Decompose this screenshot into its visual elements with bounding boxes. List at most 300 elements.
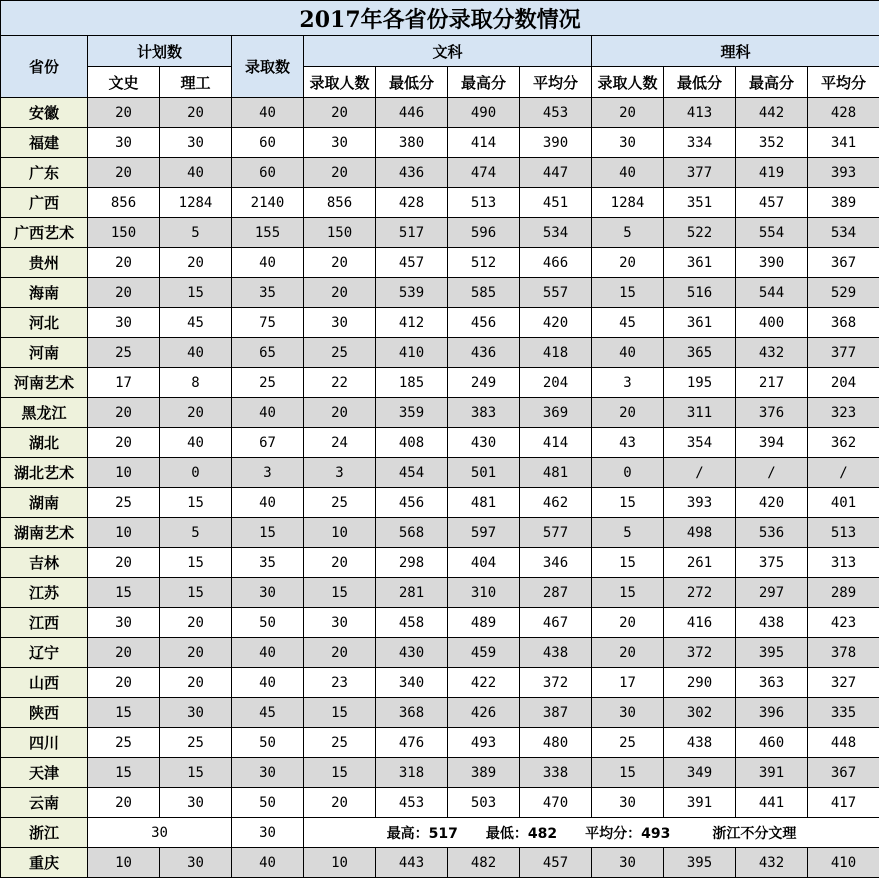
value-cell: 517 [376, 218, 448, 248]
value-cell: 375 [736, 548, 808, 578]
value-cell: 15 [160, 488, 232, 518]
value-cell: 408 [376, 428, 448, 458]
province-cell: 湖北艺术 [1, 458, 88, 488]
value-cell: 20 [304, 638, 376, 668]
table-row [1, 518, 879, 548]
value-cell: 40 [160, 158, 232, 188]
value-cell: 354 [664, 428, 736, 458]
value-cell: 3 [304, 458, 376, 488]
table-row [1, 698, 879, 728]
value-cell: 60 [232, 128, 304, 158]
value-cell: 393 [664, 488, 736, 518]
value-cell: 432 [736, 848, 808, 878]
value-cell: 20 [304, 398, 376, 428]
value-cell: 20 [88, 788, 160, 818]
table-row-zhejiang [1, 818, 879, 848]
table-row [1, 338, 879, 368]
value-cell: 204 [520, 368, 592, 398]
value-cell: 45 [592, 308, 664, 338]
value-cell: 40 [232, 668, 304, 698]
value-cell: 513 [448, 188, 520, 218]
province-cell: 浙江 [1, 818, 88, 848]
value-cell: 20 [592, 398, 664, 428]
value-cell: 430 [448, 428, 520, 458]
value-cell: 395 [664, 848, 736, 878]
value-cell: 351 [664, 188, 736, 218]
table-row-chongqing [1, 848, 879, 878]
value-cell: 454 [376, 458, 448, 488]
value-cell: 481 [520, 458, 592, 488]
value-cell: 15 [160, 548, 232, 578]
value-cell: 1284 [160, 188, 232, 218]
table-row [1, 128, 879, 158]
value-cell: 50 [232, 788, 304, 818]
table-row [1, 758, 879, 788]
province-cell: 广西 [1, 188, 88, 218]
value-cell: 539 [376, 278, 448, 308]
value-cell: 20 [160, 98, 232, 128]
value-cell: 401 [808, 488, 879, 518]
value-cell: 554 [736, 218, 808, 248]
header-plan-wenshi: 文史 [88, 67, 160, 98]
value-cell: 456 [448, 308, 520, 338]
table-row [1, 458, 879, 488]
table-row [1, 98, 879, 128]
value-cell: 856 [88, 188, 160, 218]
value-cell: 442 [736, 98, 808, 128]
value-cell: 0 [592, 458, 664, 488]
value-cell: 67 [232, 428, 304, 458]
value-cell: 378 [808, 638, 879, 668]
value-cell: 25 [160, 728, 232, 758]
value-cell: 467 [520, 608, 592, 638]
value-cell: 10 [88, 458, 160, 488]
value-cell: 383 [448, 398, 520, 428]
header-wenke-avg: 平均分 [520, 67, 592, 98]
header-admitted: 录取数 [232, 36, 304, 98]
value-cell: 40 [232, 848, 304, 878]
value-cell: 3 [232, 458, 304, 488]
province-cell: 天津 [1, 758, 88, 788]
value-cell: 436 [376, 158, 448, 188]
value-cell: 432 [736, 338, 808, 368]
header-like-avg: 平均分 [808, 67, 879, 98]
value-cell: 311 [664, 398, 736, 428]
value-cell: 75 [232, 308, 304, 338]
value-cell: 30 [592, 698, 664, 728]
province-cell: 海南 [1, 278, 88, 308]
value-cell: 5 [592, 518, 664, 548]
value-cell: 513 [808, 518, 879, 548]
value-cell: 367 [808, 758, 879, 788]
value-cell: 217 [736, 368, 808, 398]
value-cell: 459 [448, 638, 520, 668]
province-cell: 江西 [1, 608, 88, 638]
value-cell: 412 [376, 308, 448, 338]
value-cell: 40 [160, 338, 232, 368]
value-cell: 436 [448, 338, 520, 368]
value-cell: 20 [304, 788, 376, 818]
value-cell: 20 [592, 638, 664, 668]
value-cell: 30 [304, 128, 376, 158]
value-cell: 15 [592, 278, 664, 308]
value-cell: 422 [448, 668, 520, 698]
value-cell: 20 [88, 398, 160, 428]
header-wenke-max: 最高分 [448, 67, 520, 98]
value-cell: 20 [88, 158, 160, 188]
header-wenke-admitted-count: 录取人数 [304, 67, 376, 98]
value-cell: 428 [376, 188, 448, 218]
province-cell: 湖南 [1, 488, 88, 518]
value-cell: 522 [664, 218, 736, 248]
province-cell: 山西 [1, 668, 88, 698]
value-cell: 446 [376, 98, 448, 128]
value-cell: 15 [592, 488, 664, 518]
value-cell: 20 [160, 668, 232, 698]
value-cell: 365 [664, 338, 736, 368]
value-cell: 443 [376, 848, 448, 878]
admitted-cell: 30 [232, 818, 304, 848]
value-cell: 410 [376, 338, 448, 368]
value-cell: 261 [664, 548, 736, 578]
value-cell: 323 [808, 398, 879, 428]
province-cell: 云南 [1, 788, 88, 818]
table-row [1, 548, 879, 578]
table-row [1, 248, 879, 278]
value-cell: 396 [736, 698, 808, 728]
value-cell: 15 [304, 758, 376, 788]
value-cell: 155 [232, 218, 304, 248]
value-cell: 372 [664, 638, 736, 668]
value-cell: 20 [88, 548, 160, 578]
table-row [1, 158, 879, 188]
value-cell: 512 [448, 248, 520, 278]
value-cell: 40 [592, 338, 664, 368]
value-cell: 40 [160, 428, 232, 458]
table-row [1, 578, 879, 608]
value-cell: 10 [88, 518, 160, 548]
value-cell: 45 [232, 698, 304, 728]
value-cell: 391 [664, 788, 736, 818]
value-cell: 377 [664, 158, 736, 188]
value-cell: 362 [808, 428, 879, 458]
value-cell: 585 [448, 278, 520, 308]
value-cell: 426 [448, 698, 520, 728]
value-cell: 470 [520, 788, 592, 818]
province-cell: 河南艺术 [1, 368, 88, 398]
value-cell: 420 [520, 308, 592, 338]
value-cell: 30 [160, 788, 232, 818]
value-cell: 30 [160, 848, 232, 878]
value-cell: 30 [88, 308, 160, 338]
value-cell: 25 [304, 488, 376, 518]
value-cell: 414 [448, 128, 520, 158]
value-cell: 5 [592, 218, 664, 248]
province-cell: 辽宁 [1, 638, 88, 668]
value-cell: 476 [376, 728, 448, 758]
value-cell: 310 [448, 578, 520, 608]
value-cell: 448 [808, 728, 879, 758]
province-cell: 重庆 [1, 848, 88, 878]
value-cell: 597 [448, 518, 520, 548]
value-cell: 441 [736, 788, 808, 818]
value-cell: 457 [376, 248, 448, 278]
value-cell: 10 [88, 848, 160, 878]
value-cell: 5 [160, 218, 232, 248]
value-cell: 416 [664, 608, 736, 638]
value-cell: 20 [88, 668, 160, 698]
value-cell: 249 [448, 368, 520, 398]
table-row [1, 278, 879, 308]
province-cell: 湖北 [1, 428, 88, 458]
value-cell: 536 [736, 518, 808, 548]
value-cell: 493 [448, 728, 520, 758]
value-cell: 400 [736, 308, 808, 338]
value-cell: 376 [736, 398, 808, 428]
value-cell: 480 [520, 728, 592, 758]
value-cell: 10 [304, 518, 376, 548]
value-cell: 577 [520, 518, 592, 548]
value-cell: 20 [592, 248, 664, 278]
value-cell: 372 [520, 668, 592, 698]
value-cell: 150 [88, 218, 160, 248]
province-cell: 河北 [1, 308, 88, 338]
value-cell: 489 [448, 608, 520, 638]
value-cell: 297 [736, 578, 808, 608]
value-cell: 341 [808, 128, 879, 158]
value-cell: 15 [160, 578, 232, 608]
value-cell: 25 [232, 368, 304, 398]
value-cell: 23 [304, 668, 376, 698]
value-cell: 20 [88, 98, 160, 128]
value-cell: 25 [304, 728, 376, 758]
value-cell: 419 [736, 158, 808, 188]
value-cell: 447 [520, 158, 592, 188]
value-cell: 30 [160, 128, 232, 158]
value-cell: 390 [520, 128, 592, 158]
table-row [1, 668, 879, 698]
table-row [1, 218, 879, 248]
value-cell: 557 [520, 278, 592, 308]
value-cell: / [664, 458, 736, 488]
value-cell: 20 [160, 248, 232, 278]
value-cell: 394 [736, 428, 808, 458]
table-title: 2017年各省份录取分数情况 [1, 1, 879, 36]
value-cell: 15 [160, 758, 232, 788]
value-cell: 335 [808, 698, 879, 728]
table-row [1, 488, 879, 518]
value-cell: 45 [160, 308, 232, 338]
value-cell: 25 [88, 338, 160, 368]
province-cell: 吉林 [1, 548, 88, 578]
value-cell: 17 [88, 368, 160, 398]
value-cell: 20 [592, 608, 664, 638]
value-cell: 391 [736, 758, 808, 788]
value-cell: 22 [304, 368, 376, 398]
value-cell: 290 [664, 668, 736, 698]
value-cell: 24 [304, 428, 376, 458]
header-wenke: 文科 [304, 36, 592, 67]
table-row [1, 788, 879, 818]
value-cell: 20 [304, 158, 376, 188]
value-cell: 395 [736, 638, 808, 668]
value-cell: 349 [664, 758, 736, 788]
value-cell: 15 [304, 578, 376, 608]
value-cell: 856 [304, 188, 376, 218]
value-cell: 204 [808, 368, 879, 398]
value-cell: 35 [232, 278, 304, 308]
value-cell: 438 [520, 638, 592, 668]
table-row [1, 728, 879, 758]
value-cell: 423 [808, 608, 879, 638]
value-cell: 20 [304, 278, 376, 308]
value-cell: 30 [592, 128, 664, 158]
value-cell: 418 [520, 338, 592, 368]
value-cell: 15 [88, 698, 160, 728]
value-cell: 20 [88, 428, 160, 458]
value-cell: 289 [808, 578, 879, 608]
value-cell: 40 [232, 638, 304, 668]
province-cell: 陕西 [1, 698, 88, 728]
value-cell: 25 [592, 728, 664, 758]
value-cell: 498 [664, 518, 736, 548]
value-cell: 30 [592, 848, 664, 878]
province-cell: 黑龙江 [1, 398, 88, 428]
value-cell: 15 [88, 578, 160, 608]
value-cell: 15 [592, 548, 664, 578]
province-cell: 福建 [1, 128, 88, 158]
province-cell: 广东 [1, 158, 88, 188]
value-cell: 318 [376, 758, 448, 788]
value-cell: 534 [520, 218, 592, 248]
header-like-min: 最低分 [664, 67, 736, 98]
value-cell: / [808, 458, 879, 488]
value-cell: 460 [736, 728, 808, 758]
value-cell: 438 [664, 728, 736, 758]
value-cell: 367 [808, 248, 879, 278]
value-cell: 20 [160, 608, 232, 638]
province-cell: 广西艺术 [1, 218, 88, 248]
value-cell: 466 [520, 248, 592, 278]
value-cell: 389 [448, 758, 520, 788]
value-cell: 369 [520, 398, 592, 428]
value-cell: 40 [232, 248, 304, 278]
value-cell: 529 [808, 278, 879, 308]
value-cell: 456 [376, 488, 448, 518]
value-cell: 352 [736, 128, 808, 158]
value-cell: 380 [376, 128, 448, 158]
value-cell: 596 [448, 218, 520, 248]
value-cell: 3 [592, 368, 664, 398]
value-cell: 287 [520, 578, 592, 608]
value-cell: 30 [88, 128, 160, 158]
province-cell: 贵州 [1, 248, 88, 278]
value-cell: 327 [808, 668, 879, 698]
value-cell: 40 [232, 488, 304, 518]
value-cell: 363 [736, 668, 808, 698]
value-cell: 30 [592, 788, 664, 818]
header-province: 省份 [1, 36, 88, 98]
value-cell: 15 [232, 518, 304, 548]
value-cell: 457 [520, 848, 592, 878]
value-cell: 568 [376, 518, 448, 548]
value-cell: 40 [232, 398, 304, 428]
value-cell: 30 [304, 308, 376, 338]
value-cell: 20 [304, 248, 376, 278]
value-cell: 334 [664, 128, 736, 158]
value-cell: 20 [88, 278, 160, 308]
table-row [1, 308, 879, 338]
value-cell: 25 [304, 338, 376, 368]
value-cell: 25 [88, 488, 160, 518]
value-cell: 393 [808, 158, 879, 188]
value-cell: 15 [592, 578, 664, 608]
value-cell: 458 [376, 608, 448, 638]
value-cell: 50 [232, 728, 304, 758]
value-cell: 420 [736, 488, 808, 518]
value-cell: 20 [304, 98, 376, 128]
table-row [1, 638, 879, 668]
header-like-admitted-count: 录取人数 [592, 67, 664, 98]
value-cell: 272 [664, 578, 736, 608]
value-cell: 404 [448, 548, 520, 578]
value-cell: 368 [808, 308, 879, 338]
value-cell: 338 [520, 758, 592, 788]
value-cell: 359 [376, 398, 448, 428]
value-cell: 346 [520, 548, 592, 578]
value-cell: 387 [520, 698, 592, 728]
value-cell: 438 [736, 608, 808, 638]
value-cell: 503 [448, 788, 520, 818]
header-wenke-min: 最低分 [376, 67, 448, 98]
value-cell: 20 [304, 548, 376, 578]
table-row [1, 188, 879, 218]
value-cell: 377 [808, 338, 879, 368]
value-cell: 413 [664, 98, 736, 128]
value-cell: 25 [88, 728, 160, 758]
value-cell: 65 [232, 338, 304, 368]
value-cell: / [736, 458, 808, 488]
value-cell: 30 [232, 578, 304, 608]
value-cell: 30 [160, 698, 232, 728]
value-cell: 457 [736, 188, 808, 218]
value-cell: 8 [160, 368, 232, 398]
value-cell: 195 [664, 368, 736, 398]
value-cell: 30 [88, 608, 160, 638]
value-cell: 1284 [592, 188, 664, 218]
value-cell: 298 [376, 548, 448, 578]
value-cell: 50 [232, 608, 304, 638]
value-cell: 43 [592, 428, 664, 458]
value-cell: 453 [520, 98, 592, 128]
value-cell: 313 [808, 548, 879, 578]
value-cell: 17 [592, 668, 664, 698]
value-cell: 5 [160, 518, 232, 548]
value-cell: 15 [592, 758, 664, 788]
header-like: 理科 [592, 36, 879, 67]
value-cell: 428 [808, 98, 879, 128]
value-cell: 30 [232, 758, 304, 788]
value-cell: 501 [448, 458, 520, 488]
value-cell: 20 [88, 638, 160, 668]
value-cell: 490 [448, 98, 520, 128]
table-row [1, 428, 879, 458]
value-cell: 15 [160, 278, 232, 308]
value-cell: 15 [88, 758, 160, 788]
value-cell: 361 [664, 308, 736, 338]
value-cell: 482 [448, 848, 520, 878]
zhejiang-note: 最高：517 最低：482 平均分：493 浙江不分文理 [304, 818, 879, 848]
